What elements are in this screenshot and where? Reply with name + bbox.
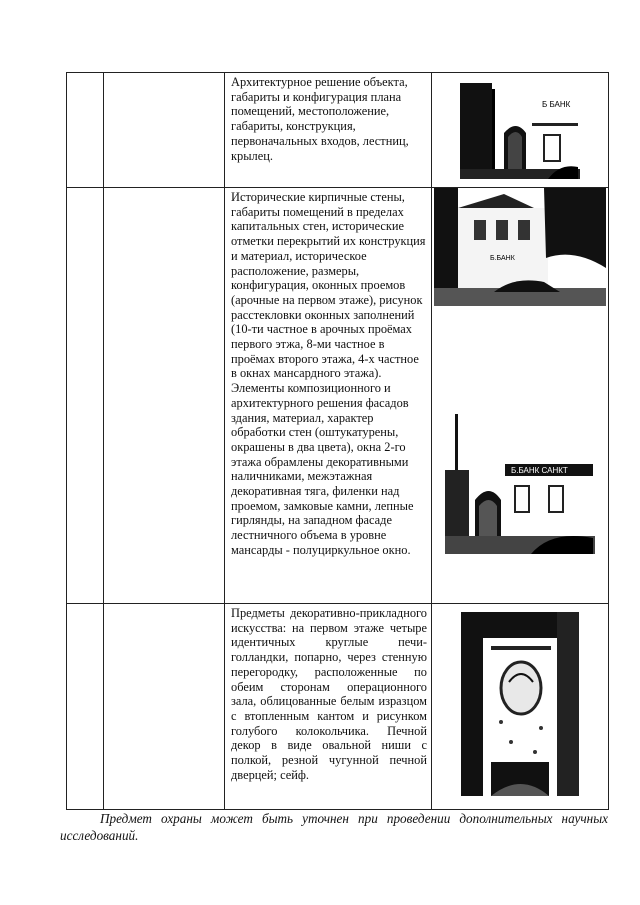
svg-text:Б.БАНК САНКТ: Б.БАНК САНКТ (511, 466, 568, 475)
description-text: Предметы декоративно-прикладного искусства: на первом этаже четыре идентичных круглые печи-голландки, попарно, через стенную перегородку, расположенные по обеим сторонам операционного зала, облицованные белым изразцом с втопленным кантом и рисунком голубого колокольчика. Печной декор в виде овальной ниши с полкой, резной чугунной печной дверцей; сейф. (231, 606, 427, 782)
table-row (67, 73, 609, 188)
description-cell (225, 188, 432, 604)
table-row (67, 188, 609, 604)
number-cell (67, 73, 104, 188)
number-cell (67, 188, 104, 604)
footnote (60, 810, 608, 844)
description-text: Архитектурное решение объекта, габариты и конфигурация плана помещений, местоположение, габариты, конструкция, первоначальных входов, лестниц, крылец. (231, 75, 409, 163)
footnote-text: Предмет охраны может быть уточнен при проведении дополнительных научных исследований. (60, 811, 608, 843)
description-cell (225, 73, 432, 188)
bank-sign-facade-photo-icon (445, 410, 595, 554)
object-cell (104, 604, 225, 810)
object-cell (104, 188, 225, 604)
description-text: Исторические кирпичные стены, габариты помещений в пределах капитальных стен, исторические отметки перекрытий их конструкция и материал, историческое расположение, размеры, конфигурация, оконных проемов (арочные на первом этаже), рисунок расстекловки оконных заполнений (10-ти частное в арочных проёмах первого этжа, 8-ми частное в проёмах второго этажа, 4-х частное в окнах мансардного этажа). (231, 190, 426, 381)
building-facade-photo-icon (434, 188, 606, 306)
protection-subject-table (66, 72, 609, 810)
number-cell (67, 604, 104, 810)
interior-stove-photo-icon (461, 612, 579, 796)
description-cell (225, 604, 432, 810)
photo-cell (432, 188, 609, 604)
svg-text:Б.БАНК: Б.БАНК (490, 255, 515, 262)
svg-text:Б БАНК: Б БАНК (542, 100, 571, 109)
photo-cell (432, 73, 609, 188)
object-cell (104, 73, 225, 188)
facade-corner-photo-icon (460, 83, 580, 179)
description-text: Элементы композиционного и архитектурного решения фасадов здания, материал, характер обработки стен (оштукатурены, окрашены в два цвета), окна 2-го этажа обрамлены декоративными наличниками, межэтажная декоративная тяга, филенки над проемом, замковые камни, лепные гирлянды, на западном фасаде лестничного объема в уровне мансарды - полуциркульное окно. (231, 381, 414, 557)
table-row (67, 604, 609, 810)
photo-cell (432, 604, 609, 810)
